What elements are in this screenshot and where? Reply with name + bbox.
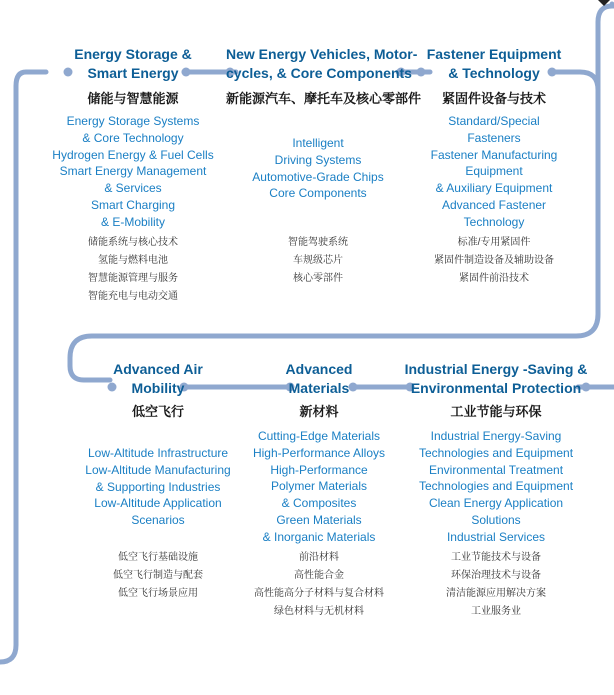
en-item: Low-Altitude Infrastructure [87, 446, 229, 460]
section-title [43, 45, 223, 83]
section-title-line: Fastener Equipment [426, 46, 562, 62]
arrow-tip-icon [598, 0, 610, 6]
section-fastener-equipment [404, 0, 584, 340]
cn-item: 清洁能源应用解决方案 [446, 588, 546, 599]
section-en-list [404, 113, 584, 231]
en-item: Low-Altitude Application [94, 496, 222, 511]
section-en-list [68, 445, 248, 529]
cn-item: 高性能高分子材料与复合材料 [254, 588, 384, 599]
section-energy-storage [43, 0, 223, 340]
en-item: Technologies and Equipment [418, 479, 574, 494]
en-item: & Supporting Industries [95, 479, 221, 494]
section-title [402, 360, 590, 398]
section-industrial-energy-saving [402, 340, 590, 660]
en-item: High-Performance [270, 462, 368, 477]
en-item: Technology [463, 214, 525, 229]
section-title-line: Smart Energy [87, 65, 179, 81]
section-cn-title: 新材料 [299, 404, 339, 419]
en-item: Driving Systems [274, 152, 362, 167]
en-item: & E-Mobility [100, 214, 165, 229]
cn-item: 紧固件制造设备及辅助设备 [434, 255, 554, 266]
en-item: Low-Altitude Manufacturing [85, 462, 231, 477]
en-item: Scenarios [131, 513, 185, 528]
section-title [404, 45, 584, 83]
en-item: Smart Energy Management [59, 164, 207, 179]
cn-item: 智能驾驶系统 [288, 237, 348, 248]
section-title [229, 360, 409, 398]
cn-item: 紧固件前沿技术 [459, 273, 529, 284]
section-cn-title: 储能与智慧能源 [87, 91, 179, 106]
cn-item: 智慧能源管理与服务 [88, 273, 178, 284]
section-cn-list [226, 234, 410, 288]
connector-line-top [16, 72, 46, 296]
section-advanced-materials [229, 340, 409, 660]
section-cn-title: 紧固件设备与技术 [441, 91, 546, 106]
cn-item: 高性能合金 [294, 570, 344, 581]
en-item: Fastener Manufacturing [430, 147, 558, 162]
en-item: & Core Technology [82, 130, 184, 145]
cn-item: 低空飞行基础设施 [118, 552, 198, 563]
section-title-line: Mobility [131, 380, 185, 396]
cn-item: 低空飞行制造与配套 [113, 570, 203, 581]
cn-item: 环保治理技术与设备 [451, 570, 541, 581]
en-item: Standard/Special [448, 114, 540, 128]
section-title [68, 360, 248, 398]
section-advanced-air-mobility [68, 340, 248, 660]
section-title-line: Environmental Protection [410, 380, 582, 396]
cn-item: 车规级芯片 [293, 255, 343, 266]
en-item: Polymer Materials [270, 479, 368, 494]
en-item: Fasteners [467, 130, 521, 145]
section-cn-title: 工业节能与环保 [450, 404, 542, 419]
cn-item: 工业服务业 [471, 606, 521, 617]
cn-item: 前沿材料 [299, 552, 339, 563]
section-cn-list [229, 549, 409, 621]
en-item: & Composites [281, 496, 357, 511]
section-cn-list [68, 549, 248, 603]
section-title-line: New Energy Vehicles, Motor- [226, 46, 418, 62]
en-item: & Inorganic Materials [262, 529, 376, 544]
section-title-line: Materials [288, 380, 350, 396]
en-item: Core Components [269, 186, 367, 201]
en-item: & Services [104, 181, 162, 196]
en-item: Solutions [471, 512, 521, 527]
cn-item: 工业节能技术与设备 [451, 552, 541, 563]
cn-item: 标准/专用紧固件 [457, 237, 531, 248]
section-title-line: Advanced Air [113, 361, 203, 377]
section-cn-title: 低空飞行 [131, 404, 184, 419]
cn-item: 智能充电与电动交通 [88, 291, 178, 302]
en-item: Equipment [465, 164, 523, 179]
cn-item: 氢能与燃料电池 [98, 255, 168, 266]
section-cn-list [404, 234, 584, 288]
section-cn-list [402, 549, 590, 621]
en-item: Clean Energy Application [428, 496, 564, 511]
en-item: Automotive-Grade Chips [252, 169, 384, 184]
en-item: Smart Charging [90, 197, 176, 212]
cn-item: 储能系统与核心技术 [88, 237, 178, 248]
en-item: Energy Storage Systems [66, 114, 200, 128]
section-title-line: Energy Storage & [74, 46, 192, 62]
en-item: Industrial Energy-Saving [430, 429, 562, 443]
cn-item: 核心零部件 [293, 273, 343, 284]
en-item: Industrial Services [446, 529, 546, 544]
en-item: High-Performance Alloys [252, 445, 386, 460]
section-new-energy-vehicles [226, 0, 422, 340]
en-item: Environmental Treatment [428, 462, 564, 477]
section-cn-list [43, 234, 223, 306]
section-en-list [229, 428, 409, 546]
en-item: Green Materials [276, 512, 362, 527]
en-item: Technologies and Equipment [418, 445, 574, 460]
section-cn-title: 新能源汽车、摩托车及核心零部件 [226, 91, 422, 106]
cn-item: 低空飞行场景应用 [118, 588, 198, 599]
connector-line-left [0, 296, 16, 662]
section-title-line: & Technology [448, 65, 540, 81]
cn-item: 绿色材料与无机材料 [274, 606, 364, 617]
section-en-list [43, 113, 223, 231]
section-title-line: Advanced [285, 361, 353, 377]
en-item: Intelligent [292, 136, 344, 150]
section-en-list [226, 135, 410, 202]
en-item: Cutting-Edge Materials [257, 429, 381, 443]
section-title-line: Industrial Energy -Saving & [404, 361, 588, 377]
en-item: Advanced Fastener [441, 197, 547, 212]
section-title [226, 45, 418, 83]
en-item: & Auxiliary Equipment [435, 181, 553, 196]
section-en-list [402, 428, 590, 546]
section-title-line: cycles, & Core Components [226, 65, 412, 81]
en-item: Hydrogen Energy & Fuel Cells [52, 147, 214, 162]
